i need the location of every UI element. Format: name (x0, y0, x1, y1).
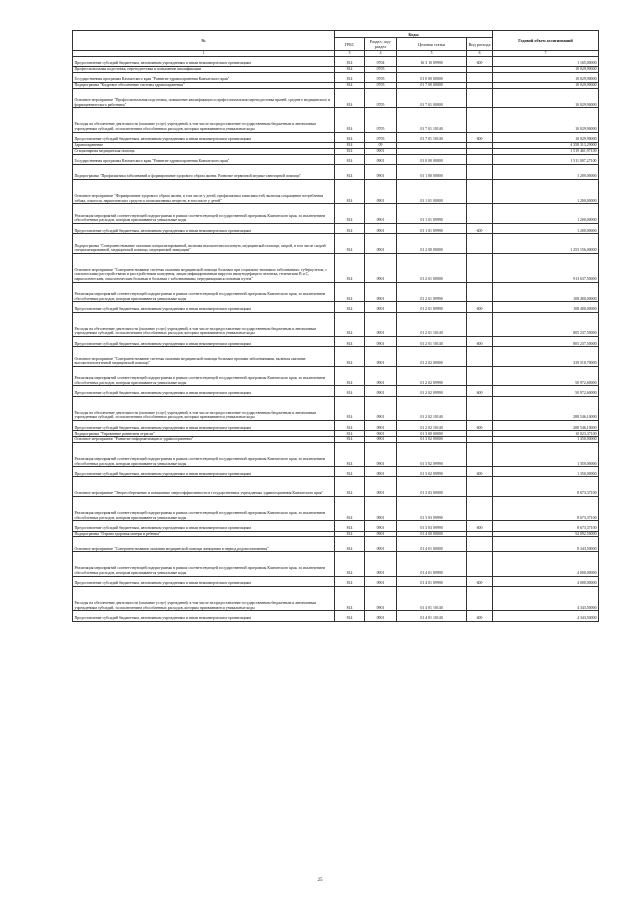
row-name: Предоставление субсидий бюджетным, автономным учреждениям и иным некоммерческим организациям (73, 223, 335, 233)
row-amount: 1 200,00000 (493, 223, 599, 233)
row-name: Здравоохранение (73, 143, 335, 149)
row-grbs: 814 (335, 531, 365, 537)
row-amount: 108 400,00000 (493, 282, 599, 302)
table-row (73, 497, 599, 521)
row-name: Профессиональная подготовка, переподготовка и повышение квалификации (73, 66, 335, 72)
row-name: Предоставление субсидий бюджетным, автономным учреждениям и иным некоммерческим организациям (73, 302, 335, 312)
row-grbs: 814 (335, 477, 365, 497)
table-row (73, 180, 599, 204)
row-expense-type (467, 312, 493, 336)
row-amount: 10 023,37100 (493, 431, 599, 437)
row-amount: 4 000,00000 (493, 576, 599, 586)
row-grbs: 814 (335, 366, 365, 386)
row-amount: 108 400,00000 (493, 302, 599, 312)
row-amount: 8 343,50000 (493, 537, 599, 552)
table-body (73, 56, 599, 621)
row-expense-type (467, 442, 493, 466)
row-amount: 10 029,90000 (493, 108, 599, 132)
row-section: 0705 (365, 72, 397, 82)
row-name: Подпрограмма "Управление развитием отрасли" (73, 431, 335, 437)
row-name: Реализация мероприятий соответствующей подпрограммы в рамках соответствующей государственной программы Камчатского края, за исключением обособленных расходов, которым присваиваются уникальные коды (73, 497, 335, 521)
row-grbs: 814 (335, 56, 365, 66)
row-expense-type (467, 347, 493, 367)
row-amount: 10 029,90000 (493, 66, 599, 72)
row-grbs: 814 (335, 386, 365, 396)
row-target-article: 01 2 02 09990 (397, 366, 467, 386)
row-target-article: 16 3 10 09990 (397, 56, 467, 66)
row-section: 0901 (365, 204, 397, 224)
row-amount: 1 253 156,00000 (493, 234, 599, 254)
row-amount: 288 546,10000 (493, 396, 599, 420)
row-amount: 913 637,50000 (493, 253, 599, 282)
row-grbs: 814 (335, 611, 365, 621)
page-number: 25 (317, 878, 323, 883)
row-grbs: 814 (335, 537, 365, 552)
row-target-article: 01 2 01 09990 (397, 302, 467, 312)
row-section: 0901 (365, 396, 397, 420)
row-expense-type: 600 (467, 467, 493, 477)
row-grbs: 814 (335, 431, 365, 437)
table-row (73, 56, 599, 66)
row-expense-type (467, 253, 493, 282)
row-amount: 1 511 007,27100 (493, 154, 599, 164)
row-section: 0901 (365, 386, 397, 396)
index-cell: 4 (365, 51, 397, 57)
row-name: Предоставление субсидий бюджетным, автономным учреждениям и иным некоммерческим организациям (73, 56, 335, 66)
row-section: 0705 (365, 132, 397, 142)
row-expense-type (467, 552, 493, 576)
row-section: 0901 (365, 336, 397, 346)
row-expense-type (467, 154, 493, 164)
row-name: Реализация мероприятий соответствующей подпрограммы в рамках соответствующей государственной программы Камчатского края, за исключением обособленных расходов, которым присваиваются уникальные коды (73, 442, 335, 466)
row-amount: 1 350,00000 (493, 442, 599, 466)
row-target-article: 01 7 01 10140 (397, 108, 467, 132)
row-target-article: 01 3 02 09990 (397, 467, 467, 477)
row-section: 0901 (365, 576, 397, 586)
row-section: 0901 (365, 154, 397, 164)
row-grbs: 814 (335, 552, 365, 576)
row-grbs: 814 (335, 442, 365, 466)
row-target-article: 01 1 00 00000 (397, 165, 467, 180)
row-name: Расходы на обеспечение деятельности (оказание услуг) учреждений, в том числе на предоставление государственным бюджетным и автономным учреждениям субсидий, за исключением обособленных расходов, которым присваиваются уникальные коды (73, 312, 335, 336)
table-row (73, 442, 599, 466)
row-section: 0901 (365, 467, 397, 477)
row-name: Предоставление субсидий бюджетным, автономным учреждениям и иным некоммерческим организациям (73, 386, 335, 396)
row-grbs: 814 (335, 180, 365, 204)
row-amount: 1 200,00000 (493, 165, 599, 180)
row-grbs: 814 (335, 253, 365, 282)
row-expense-type: 600 (467, 386, 493, 396)
row-amount: 339 518,70000 (493, 347, 599, 367)
row-target-article: 01 4 01 00000 (397, 537, 467, 552)
row-name: Предоставление субсидий бюджетным, автономным учреждениям и иным некоммерческим организациям (73, 420, 335, 430)
row-expense-type (467, 204, 493, 224)
row-name: Государственная программа Камчатского края "Развитие здравоохранения Камчатского края" (73, 72, 335, 82)
row-name: Подпрограмма "Кадровое обеспечение системы здравоохранения" (73, 83, 335, 89)
row-expense-type (467, 108, 493, 132)
table-row (73, 420, 599, 430)
row-name: Реализация мероприятий соответствующей подпрограммы в рамках соответствующей государственной программы Камчатского края, за исключением обособленных расходов, которым присваиваются уникальные коды (73, 552, 335, 576)
row-target-article: 01 7 01 10140 (397, 132, 467, 142)
row-amount: 805 237,50000 (493, 336, 599, 346)
row-expense-type: 600 (467, 576, 493, 586)
row-expense-type (467, 72, 493, 82)
row-target-article: 01 0 00 00000 (397, 72, 467, 82)
row-grbs: 814 (335, 223, 365, 233)
row-target-article: 01 4 01 09990 (397, 576, 467, 586)
row-grbs: 814 (335, 132, 365, 142)
row-name: Реализация мероприятий соответствующей подпрограммы в рамках соответствующей государственной программы Камчатского края, за исключением обособленных расходов, которым присваиваются уникальные коды (73, 282, 335, 302)
row-section: 0901 (365, 180, 397, 204)
row-amount: 8 673,37100 (493, 497, 599, 521)
table-row (73, 366, 599, 386)
row-grbs: 814 (335, 204, 365, 224)
row-section: 0901 (365, 302, 397, 312)
row-amount: 8 673,37100 (493, 477, 599, 497)
row-amount: 805 237,50000 (493, 312, 599, 336)
header-number: № (73, 31, 335, 51)
table-header (73, 31, 599, 57)
row-amount: 1 200,00000 (493, 204, 599, 224)
row-amount: 10 029,90000 (493, 72, 599, 82)
row-target-article: 01 2 01 10140 (397, 312, 467, 336)
row-target-article: 01 2 02 10140 (397, 396, 467, 420)
row-grbs: 814 (335, 396, 365, 420)
row-grbs: 814 (335, 282, 365, 302)
row-expense-type (467, 180, 493, 204)
row-amount: 1 519 461,97100 (493, 148, 599, 154)
table-row (73, 537, 599, 552)
row-grbs: 814 (335, 83, 365, 89)
row-section: 0901 (365, 366, 397, 386)
row-target-article: 01 3 03 09990 (397, 521, 467, 531)
row-amount: 54 092,50000 (493, 531, 599, 537)
table-row (73, 108, 599, 132)
row-name: Основное мероприятие "Профессиональная подготовка, повышение квалификации и профессиональная переподготовка врачей, среднего медицинского и фармацевтического работника" (73, 88, 335, 108)
row-name: Предоставление субсидий бюджетным, автономным учреждениям и иным некоммерческим организациям (73, 467, 335, 477)
row-grbs: 814 (335, 165, 365, 180)
row-amount: 4 343,50000 (493, 587, 599, 611)
row-expense-type: 600 (467, 420, 493, 430)
row-name: Расходы на обеспечение деятельности (оказание услуг) учреждений, в том числе на предоставление государственным бюджетным и автономным учреждениям субсидий, за исключением обособленных расходов, которым присваиваются уникальные коды (73, 587, 335, 611)
row-grbs: 814 (335, 234, 365, 254)
header-expense-type: Вид расхода (467, 38, 493, 51)
table-row (73, 72, 599, 82)
row-amount: 1 350,00000 (493, 467, 599, 477)
row-section: 0901 (365, 148, 397, 154)
row-expense-type (467, 282, 493, 302)
row-target-article: 01 3 02 00000 (397, 437, 467, 443)
row-name: Основное мероприятие "Совершенствование оказания медицинской помощи женщинам в период родовспоможения" (73, 537, 335, 552)
table-row (73, 552, 599, 576)
row-expense-type (467, 88, 493, 108)
row-section: 0901 (365, 497, 397, 521)
row-expense-type: 600 (467, 336, 493, 346)
row-expense-type: 600 (467, 611, 493, 621)
row-target-article: 01 3 03 09990 (397, 497, 467, 521)
row-grbs: 814 (335, 66, 365, 72)
table-row (73, 386, 599, 396)
row-expense-type (467, 234, 493, 254)
table-row (73, 165, 599, 180)
row-grbs: 814 (335, 576, 365, 586)
row-section: 0901 (365, 531, 397, 537)
row-grbs: 814 (335, 336, 365, 346)
row-section: 0901 (365, 165, 397, 180)
table-row (73, 576, 599, 586)
row-target-article: 01 3 02 09990 (397, 442, 467, 466)
table-row (73, 223, 599, 233)
row-amount: 288 546,10000 (493, 420, 599, 430)
row-target-article: 01 7 01 00000 (397, 88, 467, 108)
table-row (73, 154, 599, 164)
row-name: Основное мероприятие "Совершенствование системы оказания медицинской помощи больным прочими заболеваниями, включая оказание высокотехнологичной медицинской помощи" (73, 347, 335, 367)
row-grbs: 814 (335, 521, 365, 531)
row-grbs: 814 (335, 302, 365, 312)
row-target-article: 01 1 01 00000 (397, 180, 467, 204)
row-expense-type (467, 587, 493, 611)
row-expense-type: 600 (467, 132, 493, 142)
row-amount: 4 358 313,29000 (493, 143, 599, 149)
row-target-article: 01 1 01 09990 (397, 223, 467, 233)
row-target-article: 01 4 00 00000 (397, 531, 467, 537)
header-codes: Коды (335, 31, 493, 38)
row-target-article: 01 2 02 00000 (397, 347, 467, 367)
table-row (73, 282, 599, 302)
budget-table (72, 30, 599, 622)
row-name: Основное мероприятие "Развитие информатизации в здравоохранении" (73, 437, 335, 443)
index-cell: 7 (493, 51, 599, 57)
row-target-article: 01 7 00 00000 (397, 83, 467, 89)
index-cell: 5 (397, 51, 467, 57)
row-name: Предоставление субсидий бюджетным, автономным учреждениям и иным некоммерческим организациям (73, 132, 335, 142)
row-target-article: 01 0 00 00000 (397, 154, 467, 164)
row-amount: 10 029,90000 (493, 83, 599, 89)
row-section: 0901 (365, 537, 397, 552)
row-target-article: 01 2 01 09990 (397, 282, 467, 302)
table-row (73, 347, 599, 367)
row-grbs: 814 (335, 154, 365, 164)
row-expense-type (467, 366, 493, 386)
row-section: 0901 (365, 282, 397, 302)
row-section: 0901 (365, 420, 397, 430)
row-expense-type (467, 477, 493, 497)
row-amount: 10 029,90000 (493, 132, 599, 142)
row-section: 0901 (365, 437, 397, 443)
table-row (73, 521, 599, 531)
row-expense-type: 600 (467, 223, 493, 233)
row-section: 0705 (365, 66, 397, 72)
row-amount: 1 350,00000 (493, 437, 599, 443)
index-cell: 3 (335, 51, 365, 57)
row-section: 0901 (365, 431, 397, 437)
row-name: Предоставление субсидий бюджетным, автономным учреждениям и иным некоммерческим организациям (73, 336, 335, 346)
row-section: 0901 (365, 347, 397, 367)
table-row (73, 88, 599, 108)
row-section: 0901 (365, 587, 397, 611)
row-section: 0705 (365, 83, 397, 89)
row-grbs: 814 (335, 108, 365, 132)
header-section: Раздел, под-раздел (365, 38, 397, 51)
row-section: 0705 (365, 108, 397, 132)
row-section: 0704 (365, 56, 397, 66)
row-name: Основное мероприятие "Энергосбережение и повышение энергоэффективности в государственных учреждениях здравоохранения Камчатского края" (73, 477, 335, 497)
row-section: 0901 (365, 552, 397, 576)
table-row (73, 396, 599, 420)
table-row (73, 477, 599, 497)
document-page (72, 30, 598, 622)
row-name: Предоставление субсидий бюджетным, автономным учреждениям и иным некоммерческим организациям (73, 521, 335, 531)
table-row (73, 253, 599, 282)
row-expense-type (467, 165, 493, 180)
row-section: 0901 (365, 312, 397, 336)
row-section: 0901 (365, 442, 397, 466)
row-section: 0901 (365, 253, 397, 282)
table-row (73, 587, 599, 611)
row-target-article: 01 2 01 00000 (397, 253, 467, 282)
row-expense-type: 600 (467, 302, 493, 312)
row-section: 0901 (365, 234, 397, 254)
row-grbs: 814 (335, 420, 365, 430)
row-amount: 50 972,60000 (493, 366, 599, 386)
row-target-article: 01 4 01 09990 (397, 552, 467, 576)
row-amount: 10 029,90000 (493, 88, 599, 108)
table-row (73, 467, 599, 477)
row-target-article: 01 4 01 10140 (397, 611, 467, 621)
row-name: Основное мероприятие "Совершенствование системы оказания медицинской помощи больным при социально-значимых заболеваниях: туберкулезом, с психическими расстройствами и расстройствами поведения, лицам инфицированным вирусом иммунодефицита человека, гепатитами В и С, наркологическим, онкологическим больным и больным с заболеваниями, передающимися половым путем" (73, 253, 335, 282)
row-grbs: 814 (335, 587, 365, 611)
row-target-article: 01 3 00 00000 (397, 431, 467, 437)
row-grbs: 814 (335, 467, 365, 477)
row-target-article: 01 2 01 10140 (397, 336, 467, 346)
row-grbs: 814 (335, 497, 365, 521)
header-grbs: ГРБС (335, 38, 365, 51)
row-expense-type (467, 537, 493, 552)
row-amount: 4 343,50000 (493, 611, 599, 621)
row-name: Стационарная медицинская помощь (73, 148, 335, 154)
row-target-article: 01 1 01 09990 (397, 204, 467, 224)
table-row (73, 204, 599, 224)
row-section: 0901 (365, 611, 397, 621)
row-amount: 1 165,00000 (493, 56, 599, 66)
row-name: Расходы на обеспечение деятельности (оказание услуг) учреждений, в том числе на предоставление государственным бюджетным и автономным учреждениям субсидий, за исключением обособленных расходов, которым присваиваются уникальные коды (73, 396, 335, 420)
table-row (73, 312, 599, 336)
table-row (73, 234, 599, 254)
row-section: 0901 (365, 477, 397, 497)
index-cell: 6 (467, 51, 493, 57)
table-row (73, 302, 599, 312)
row-target-article: 01 4 01 10140 (397, 587, 467, 611)
row-section: 09 (365, 143, 397, 149)
row-grbs: 814 (335, 148, 365, 154)
row-section: 0901 (365, 223, 397, 233)
header-target-article: Целевая статья (397, 38, 467, 51)
row-grbs: 814 (335, 72, 365, 82)
row-expense-type (467, 497, 493, 521)
row-name: Реализация мероприятий соответствующей подпрограммы в рамках соответствующей государственной программы Камчатского края, за исключением обособленных расходов, которым присваиваются уникальные коды (73, 366, 335, 386)
row-expense-type (467, 396, 493, 420)
row-name: Государственная программа Камчатского края "Развитие здравоохранения Камчатского края" (73, 154, 335, 164)
row-grbs: 814 (335, 312, 365, 336)
row-grbs: 814 (335, 88, 365, 108)
row-target-article: 01 2 00 00000 (397, 234, 467, 254)
row-name: Подпрограмма "Охрана здоровья матери и ребенка" (73, 531, 335, 537)
row-name: Предоставление субсидий бюджетным, автономным учреждениям и иным некоммерческим организациям (73, 576, 335, 586)
header-annual-amount: Годовой объем ассигнований (493, 31, 599, 51)
row-target-article: 01 2 02 09990 (397, 386, 467, 396)
row-section: 0901 (365, 521, 397, 531)
row-name: Расходы на обеспечение деятельности (оказание услуг) учреждений, в том числе на предоставление государственным бюджетным и автономным учреждениям субсидий, за исключением обособленных расходов, которым присваиваются уникальные коды (73, 108, 335, 132)
row-name: Предоставление субсидий бюджетным, автономным учреждениям и иным некоммерческим организациям (73, 611, 335, 621)
row-name: Реализация мероприятий соответствующей подпрограммы в рамках соответствующей государственной программы Камчатского края, за исключением обособленных расходов, которым присваиваются уникальные коды (73, 204, 335, 224)
row-section: 0705 (365, 88, 397, 108)
table-row (73, 336, 599, 346)
index-cell: 1 (73, 51, 335, 57)
row-amount: 4 000,00000 (493, 552, 599, 576)
row-target-article: 01 3 03 00000 (397, 477, 467, 497)
row-grbs: 814 (335, 347, 365, 367)
row-amount: 1 200,00000 (493, 180, 599, 204)
row-name: Подпрограмма "Совершенствование оказания специализированной, включая высокотехнологичную, медицинской помощи, скорой, в том числе скорой специализированной, медицинской помощи, медицинской эвакуации" (73, 234, 335, 254)
row-expense-type: 600 (467, 521, 493, 531)
row-target-article: 01 2 02 10140 (397, 420, 467, 430)
row-amount: 8 673,37100 (493, 521, 599, 531)
row-expense-type: 600 (467, 56, 493, 66)
row-name: Подпрограмма "Профилактика заболеваний и формирование здорового образа жизни. Развитие первичной медико-санитарной помощи" (73, 165, 335, 180)
row-grbs: 814 (335, 437, 365, 443)
table-row (73, 611, 599, 621)
table-row (73, 132, 599, 142)
row-amount: 50 972,60000 (493, 386, 599, 396)
row-grbs: 814 (335, 143, 365, 149)
row-name: Основное мероприятие "Формирование здорового образа жизни, в том числе у детей, профилактика зависимостей, включая сокращение потребления табака, алкоголя, наркотических средств и психоактивных веществ, в том числе у детей" (73, 180, 335, 204)
